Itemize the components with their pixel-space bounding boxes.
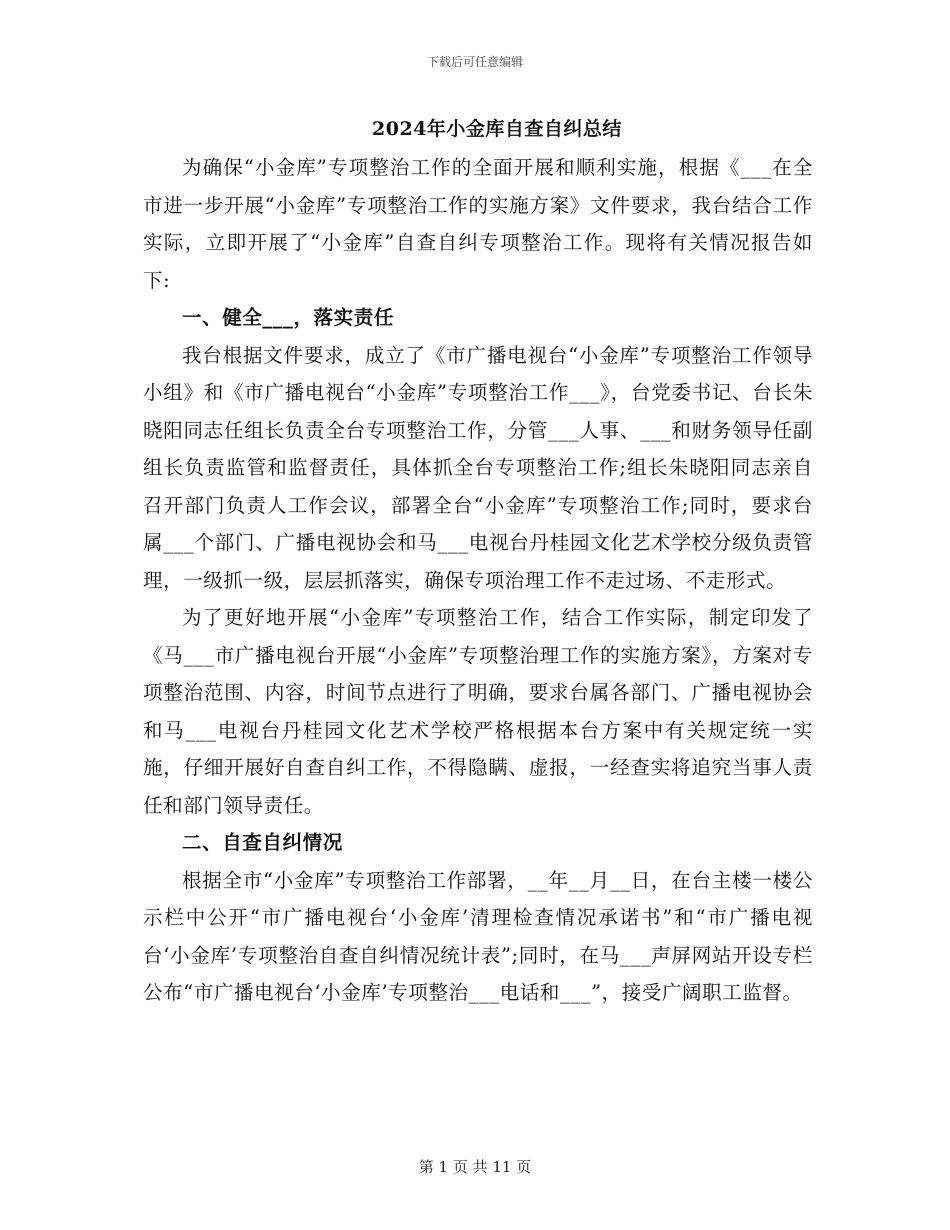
- page-footer: 第 1 页 共 11 页: [418, 1158, 532, 1176]
- document-body: [143, 149, 813, 1012]
- section-heading-1: 一、健全___，落实责任: [182, 306, 394, 329]
- section1-paragraph-2: 为了更好地开展“小金库”专项整治工作，结合工作实际，制定印发了《马___市广播电视台开展“小金库”专项整治理工作的实施方案》，方案对专项整治范围、内容，时间节点进行了明确，要求台属各部门、广播电视协会和马___电视台丹桂园文化艺术学校严格根据本台方案中有关规定统一实施，仔细开展好自查自纠工作，不得隐瞒、虚报，一经查实将追究当事人责任和部门领导责任。: [143, 606, 813, 817]
- section1-paragraph-1: 我台根据文件要求，成立了《市广播电视台“小金库”专项整治工作领导小组》和《市广播电视台“小金库”专项整治工作___》，台党委书记、台长朱晓阳同志任组长负责全台专项整治工作，分管___人事、___和财务领导任副组长负责监管和监督责任，具体抓全台专项整治工作;组长朱晓阳同志亲自召开部门负责人工作会议，部署全台“小金库”专项整治工作;同时，要求台属___个部门、广播电视协会和马___电视台丹桂园文化艺术学校分级负责管理，一级抓一级，层层抓落实，确保专项治理工作不走过场、不走形式。: [143, 343, 813, 592]
- section2-paragraph-1: 根据全市“小金库”专项整治工作部署，__年__月__日，在台主楼一楼公示栏中公开“市广播电视台‘小金库’清理检查情况承诺书”和“市广播电视台‘小金库’专项整治自查自纠情况统计表”;同时，在马___声屏网站开设专栏公布“市广播电视台‘小金库’专项整治___电话和___”，接受广阔职工监督。: [143, 868, 813, 1004]
- document-title: 2024年小金库自查自纠总结: [372, 118, 622, 140]
- page-header: 下载后可任意编辑: [426, 55, 523, 69]
- section-heading-2: 二、自查自纠情况: [182, 831, 343, 854]
- intro-paragraph: 为确保“小金库”专项整治工作的全面开展和顺利实施，根据《___在全市进一步开展“小金库”专项整治工作的实施方案》文件要求，我台结合工作实际，立即开展了“小金库”自查自纠专项整治工作。现将有关情况报告如下:: [143, 156, 813, 292]
